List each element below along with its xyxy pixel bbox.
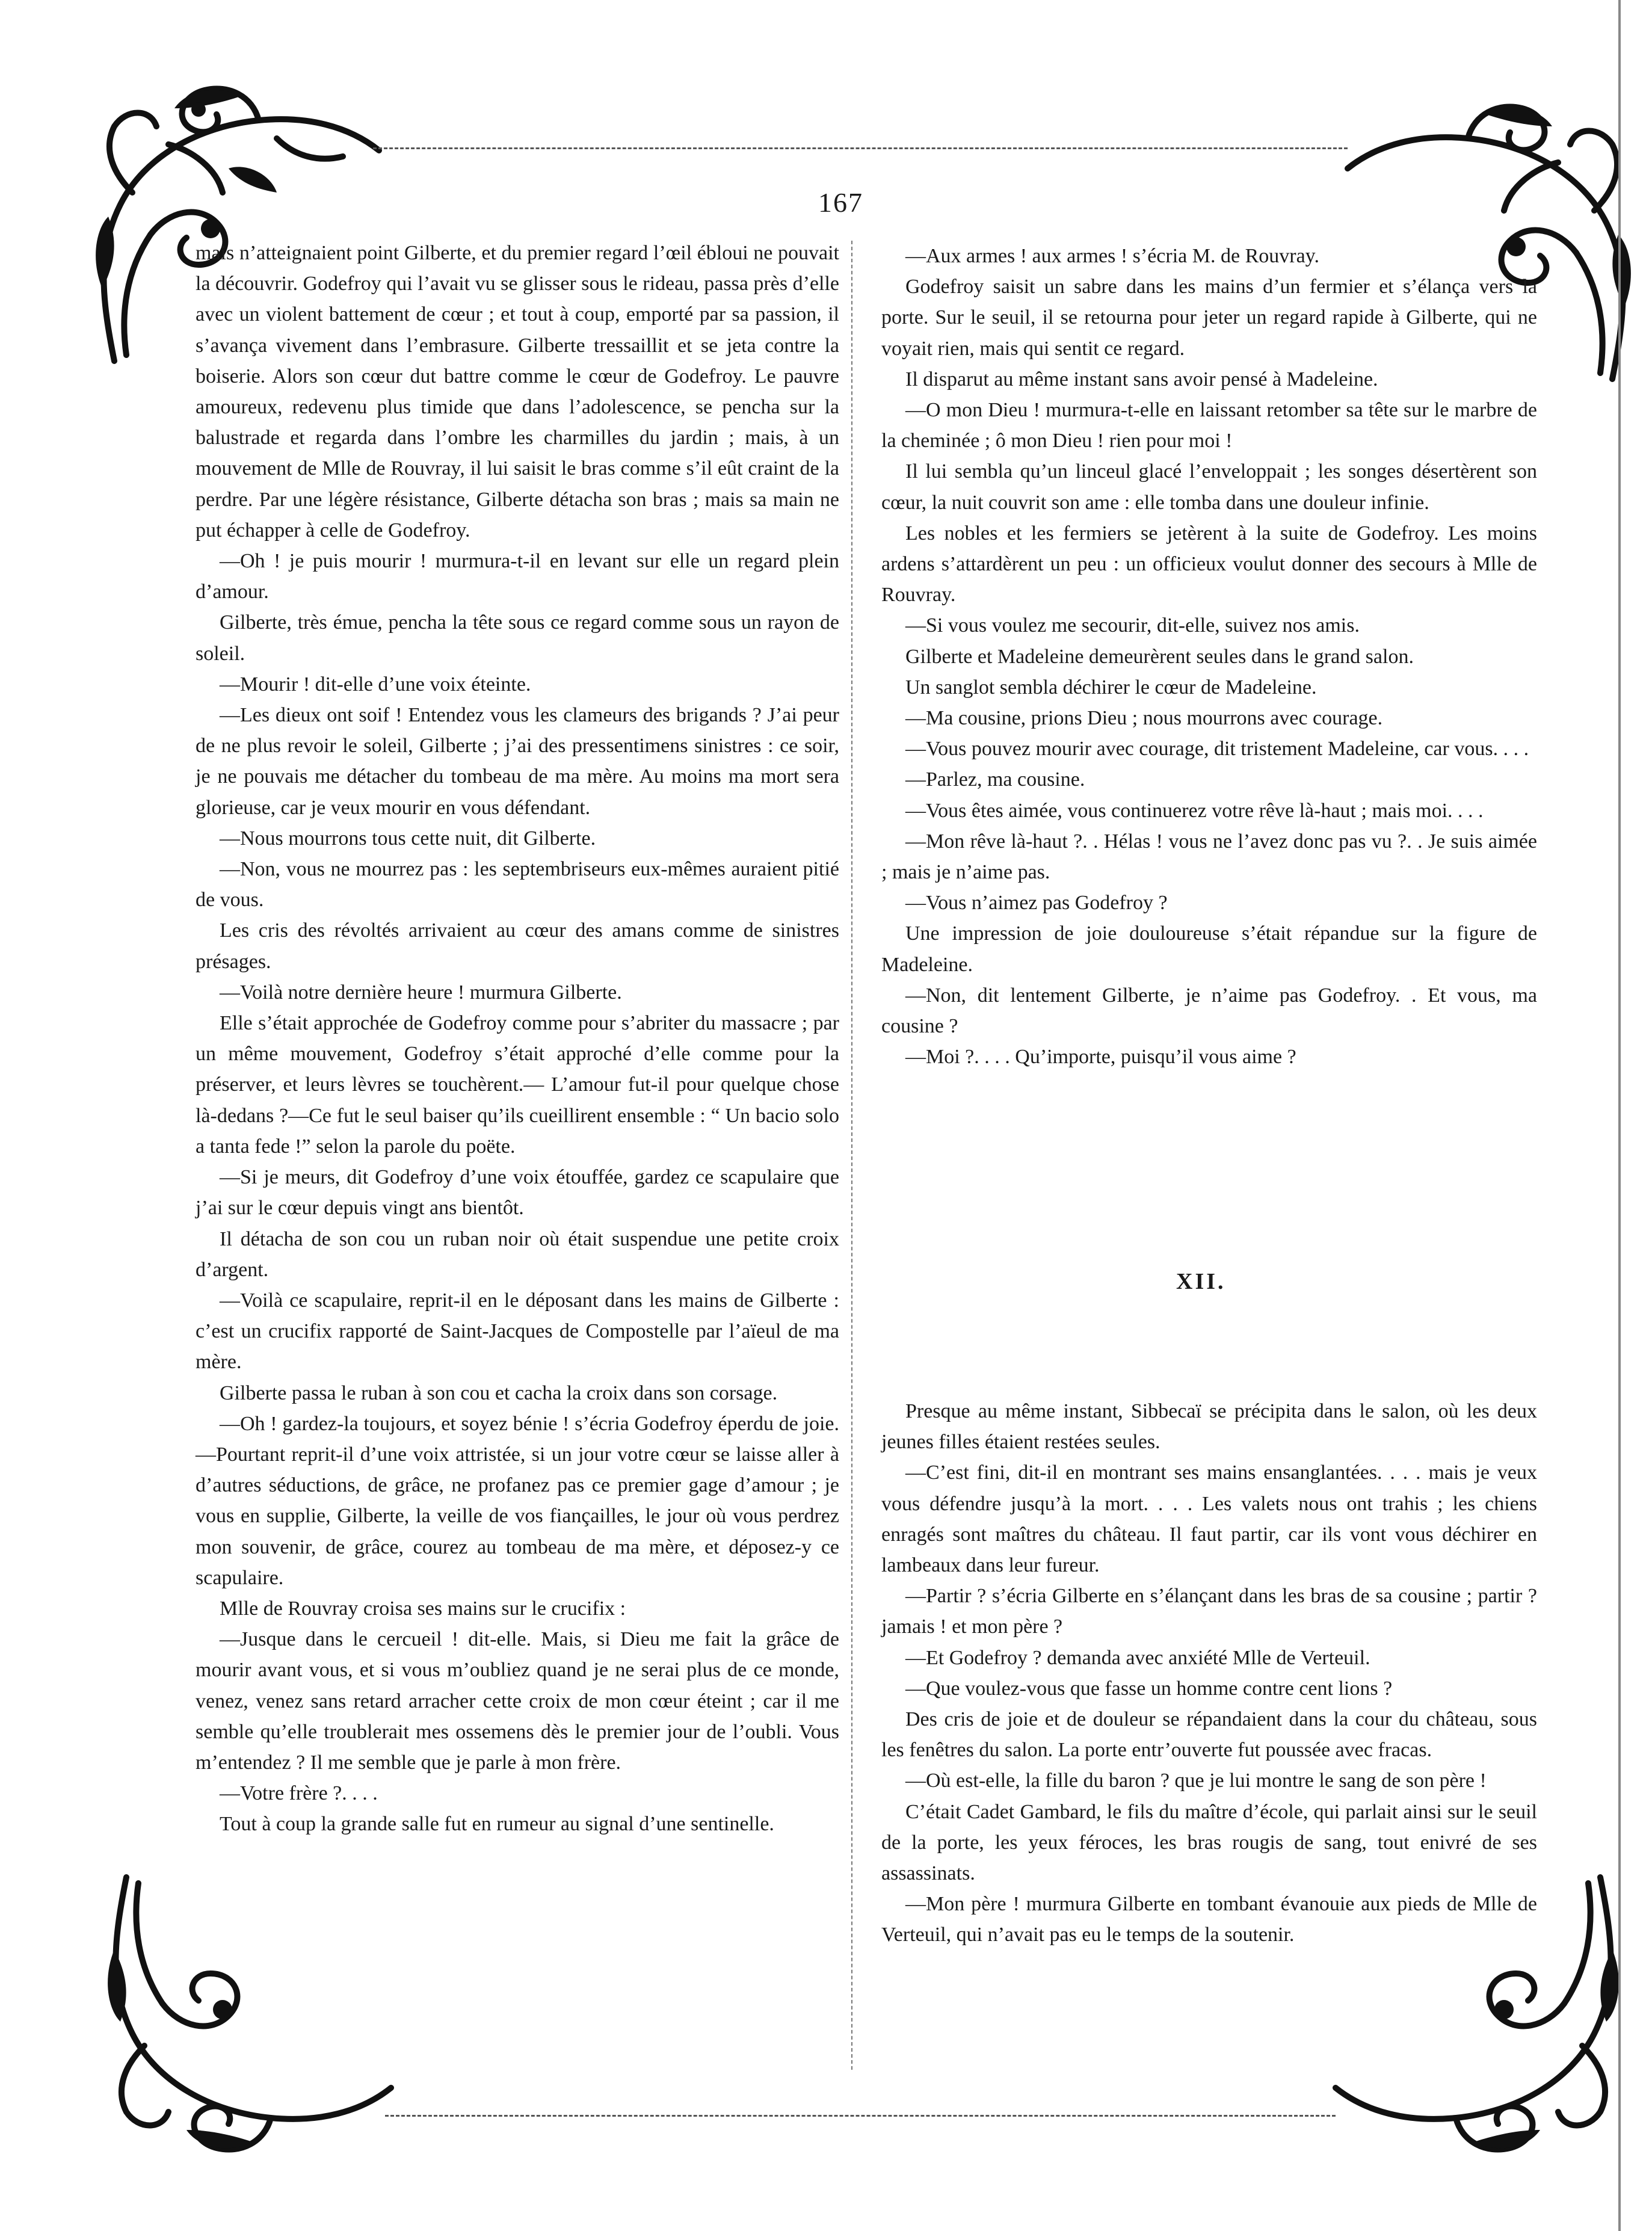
paragraph: —Voilà notre dernière heure ! murmura Gilberte. xyxy=(220,981,622,1004)
paragraph: —Si vous voulez me secourir, dit-elle, suivez nos amis. xyxy=(905,614,1360,637)
paragraph: —Mon père ! murmura Gilberte en tombant évanouie aux pieds de Mlle de Verteuil, qui n’avait pas eu le temps de la soutenir. xyxy=(881,1893,1537,1946)
paragraph: —Mon rêve là-haut ?. . Hélas ! vous ne l’avez donc pas vu ?. . Je suis aimée ; mais je n’aime pas. xyxy=(881,830,1537,884)
paragraph: —Voilà ce scapulaire, reprit-il en le déposant dans les mains de Gilberte : c’est un crucifix rapporté de Saint-Jacques de Compostelle par l’aïeul de ma mère. xyxy=(196,1289,839,1374)
paragraph: —O mon Dieu ! murmura-t-elle en laissant retomber sa tête sur le marbre de la cheminée ; ô mon Dieu ! rien pour moi ! xyxy=(881,399,1537,452)
paragraph: —Mourir ! dit-elle d’une voix éteinte. xyxy=(220,673,531,696)
paragraph: Il détacha de son cou un ruban noir où était suspendue une petite croix d’argent. xyxy=(196,1227,839,1281)
paragraph: —Partir ? s’écria Gilberte en s’élançant dans les bras de sa cousine ; partir ? jamais ! et mon père ? xyxy=(881,1585,1537,1638)
paragraph: —Et Godefroy ? demanda avec anxiété Mlle de Verteuil. xyxy=(905,1646,1370,1669)
paragraph: —C’est fini, dit-il en montrant ses mains ensanglantées. . . . mais je veux vous défendre jusqu’à la mort. . . . Les valets nous ont trahis ; les chiens enragés sont maîtres du château. Il faut partir, car ils vont vous déchirer en lambeaux dans leur fureur. xyxy=(881,1461,1537,1577)
paragraph: —Si je meurs, dit Godefroy d’une voix étouffée, gardez ce scapulaire que j’ai sur le cœur depuis vingt ans bientôt. xyxy=(196,1166,839,1220)
paragraph: Gilberte, très émue, pencha la tête sous ce regard comme sous un rayon de soleil. xyxy=(196,611,839,665)
paragraph: —Parlez, ma cousine. xyxy=(905,768,1085,791)
paragraph: Les nobles et les fermiers se jetèrent à la suite de Godefroy. Les moins ardens s’attardèrent un peu : un officieux voulut donner des secours à Mlle de Rouvray. xyxy=(881,522,1537,606)
paragraph: Des cris de joie et de douleur se répandaient dans la cour du château, sous les fenêtres du salon. La porte entr’ouverte fut poussée avec fracas. xyxy=(881,1708,1537,1762)
paragraph: Une impression de joie douloureuse s’était répandue sur la figure de Madeleine. xyxy=(881,922,1537,976)
paragraph: —Oh ! gardez-la toujours, et soyez bénie ! s’écria Godefroy éperdu de joie.—Pourtant reprit-il d’une voix attristée, si un jour votre cœur se laisse aller à d’autres séductions, de grâce, ne profanez pas ce premier gage d’amour ; je vous en supplie, Gilberte, la veille de vos fiançailles, le jour où vous perdrez mon souvenir, de grâce, courez au tombeau de ma mère, et déposez-y ce scapulaire. xyxy=(196,1412,839,1589)
paragraph: Mlle de Rouvray croisa ses mains sur le crucifix : xyxy=(220,1597,626,1620)
page-number: 167 xyxy=(818,187,863,218)
paragraph: Elle s’était approchée de Godefroy comme pour s’abriter du massacre ; par un même mouvement, Godefroy s’était approché d’elle comme pour la préserver, et leurs lèvres se touchèrent.— L’amour fut-il pour quelque chose là-dedans ?—Ce fut le seul baiser qu’ils cueillirent ensemble : “ Un bacio solo a tanta fede !” selon la parole du poëte. xyxy=(196,1012,839,1158)
paragraph: Gilberte et Madeleine demeurèrent seules dans le grand salon. xyxy=(905,645,1414,668)
paragraph: Godefroy saisit un sabre dans les mains d’un fermier et s’élança vers la porte. Sur le seuil, il se retourna pour jeter un regard rapide à Gilberte, qui ne voyait rien, mais qui sentit ce regard. xyxy=(881,276,1537,360)
paragraph: —Nous mourrons tous cette nuit, dit Gilberte. xyxy=(220,827,596,850)
page-edge xyxy=(1618,0,1621,2231)
paragraph: —Jusque dans le cercueil ! dit-elle. Mais, si Dieu me fait la grâce de mourir avant vous, et si vous m’oubliez quand je ne serai plus de ce monde, venez, venez sans retard arracher cette croix de mon cœur éteint ; car il me semble qu’elle troublerait mes ossemens dès le premier jour de l’oubli. Vous m’entendez ? Il me semble que je parle à mon frère. xyxy=(196,1628,839,1774)
corner-ornament-bottom-left xyxy=(90,1865,403,2166)
paragraph: Presque au même instant, Sibbecaï se précipita dans le salon, où les deux jeunes filles étaient restées seules. xyxy=(881,1400,1537,1454)
paragraph: Il lui sembla qu’un linceul glacé l’enveloppait ; les songes désertèrent son cœur, la nuit couvrit son ame : elle tomba dans une douleur infinie. xyxy=(881,460,1537,514)
scroll-ornament-icon xyxy=(90,1865,403,2166)
paragraph: Gilberte passa le ruban à son cou et cacha la croix dans son corsage. xyxy=(220,1381,778,1404)
top-border-rule xyxy=(373,147,1348,149)
paragraph: —Oh ! je puis mourir ! murmura-t-il en levant sur elle un regard plein d’amour. xyxy=(196,550,839,603)
paragraph: —Non, vous ne mourrez pas : les septembriseurs eux-mêmes auraient pitié de vous. xyxy=(196,858,839,912)
paragraph: —Moi ?. . . . Qu’importe, puisqu’il vous aime ? xyxy=(905,1046,1296,1069)
paragraph: —Où est-elle, la fille du baron ? que je lui montre le sang de son père ! xyxy=(905,1770,1487,1792)
chapter-heading: XII. xyxy=(1176,1269,1226,1294)
paragraph: Tout à coup la grande salle fut en rumeur au signal d’une sentinelle. xyxy=(220,1813,774,1836)
paragraph: —Aux armes ! aux armes ! s’écria M. de Rouvray. xyxy=(905,245,1319,267)
column-divider xyxy=(851,241,852,2070)
paragraph: Il disparut au même instant sans avoir pensé à Madeleine. xyxy=(905,368,1378,390)
paragraph: —Votre frère ?. . . . xyxy=(220,1782,378,1805)
right-column-top xyxy=(881,241,1537,1072)
bottom-border-rule xyxy=(385,2115,1336,2117)
paragraph: —Non, dit lentement Gilberte, je n’aime pas Godefroy. . Et vous, ma cousine ? xyxy=(881,984,1537,1038)
paragraph: Les cris des révoltés arrivaient au cœur des amans comme de sinistres présages. xyxy=(196,919,839,973)
paragraph: C’était Cadet Gambard, le fils du maître d’école, qui parlait ainsi sur le seuil de la porte, les yeux féroces, les bras rougis de sang, tout enivré de ses assassinats. xyxy=(881,1800,1537,1885)
paragraph: Un sanglot sembla déchirer le cœur de Madeleine. xyxy=(905,676,1317,699)
paragraph: —Vous êtes aimée, vous continuerez votre rêve là-haut ; mais moi. . . . xyxy=(905,799,1484,822)
paragraph: —Vous n’aimez pas Godefroy ? xyxy=(905,892,1168,915)
paragraph: —Ma cousine, prions Dieu ; nous mourrons avec courage. xyxy=(905,707,1383,730)
paragraph: mais n’atteignaient point Gilberte, et du premier regard l’œil ébloui ne pouvait la découvrir. Godefroy qui l’avait vu se glisser sous le rideau, passa près d’elle avec un violent battement de cœur ; et tout à coup, emporté par sa passion, il s’avança vivement dans l’embrasure. Gilberte tressaillit et se jeta contre la boiserie. Alors son cœur dut battre comme le cœur de Godefroy. Le pauvre amoureux, redevenu plus timide que dans l’adolescence, se pencha sur la balustrade et regarda dans l’ombre les charmilles du jardin ; mais, à un mouvement de Mlle de Rouvray, il lui saisit le bras comme s’il eût craint de la perdre. Par une légère résistance, Gilberte détacha son bras ; mais sa main ne put échapper à celle de Godefroy. xyxy=(196,242,839,542)
right-column-bottom xyxy=(881,1396,1537,1951)
paragraph: —Les dieux ont soif ! Entendez vous les clameurs des brigands ? J’ai peur de ne plus revoir le soleil, Gilberte ; j’ai des pressentimens sinistres : ce soir, je ne pouvais me détacher du tombeau de ma mère. Au moins ma mort sera glorieuse, car je veux mourir en vous défendant. xyxy=(196,704,839,819)
left-column xyxy=(196,238,839,1840)
paragraph: —Que voulez-vous que fasse un homme contre cent lions ? xyxy=(905,1677,1393,1700)
paragraph: —Vous pouvez mourir avec courage, dit tristement Madeleine, car vous. . . . xyxy=(905,738,1529,761)
